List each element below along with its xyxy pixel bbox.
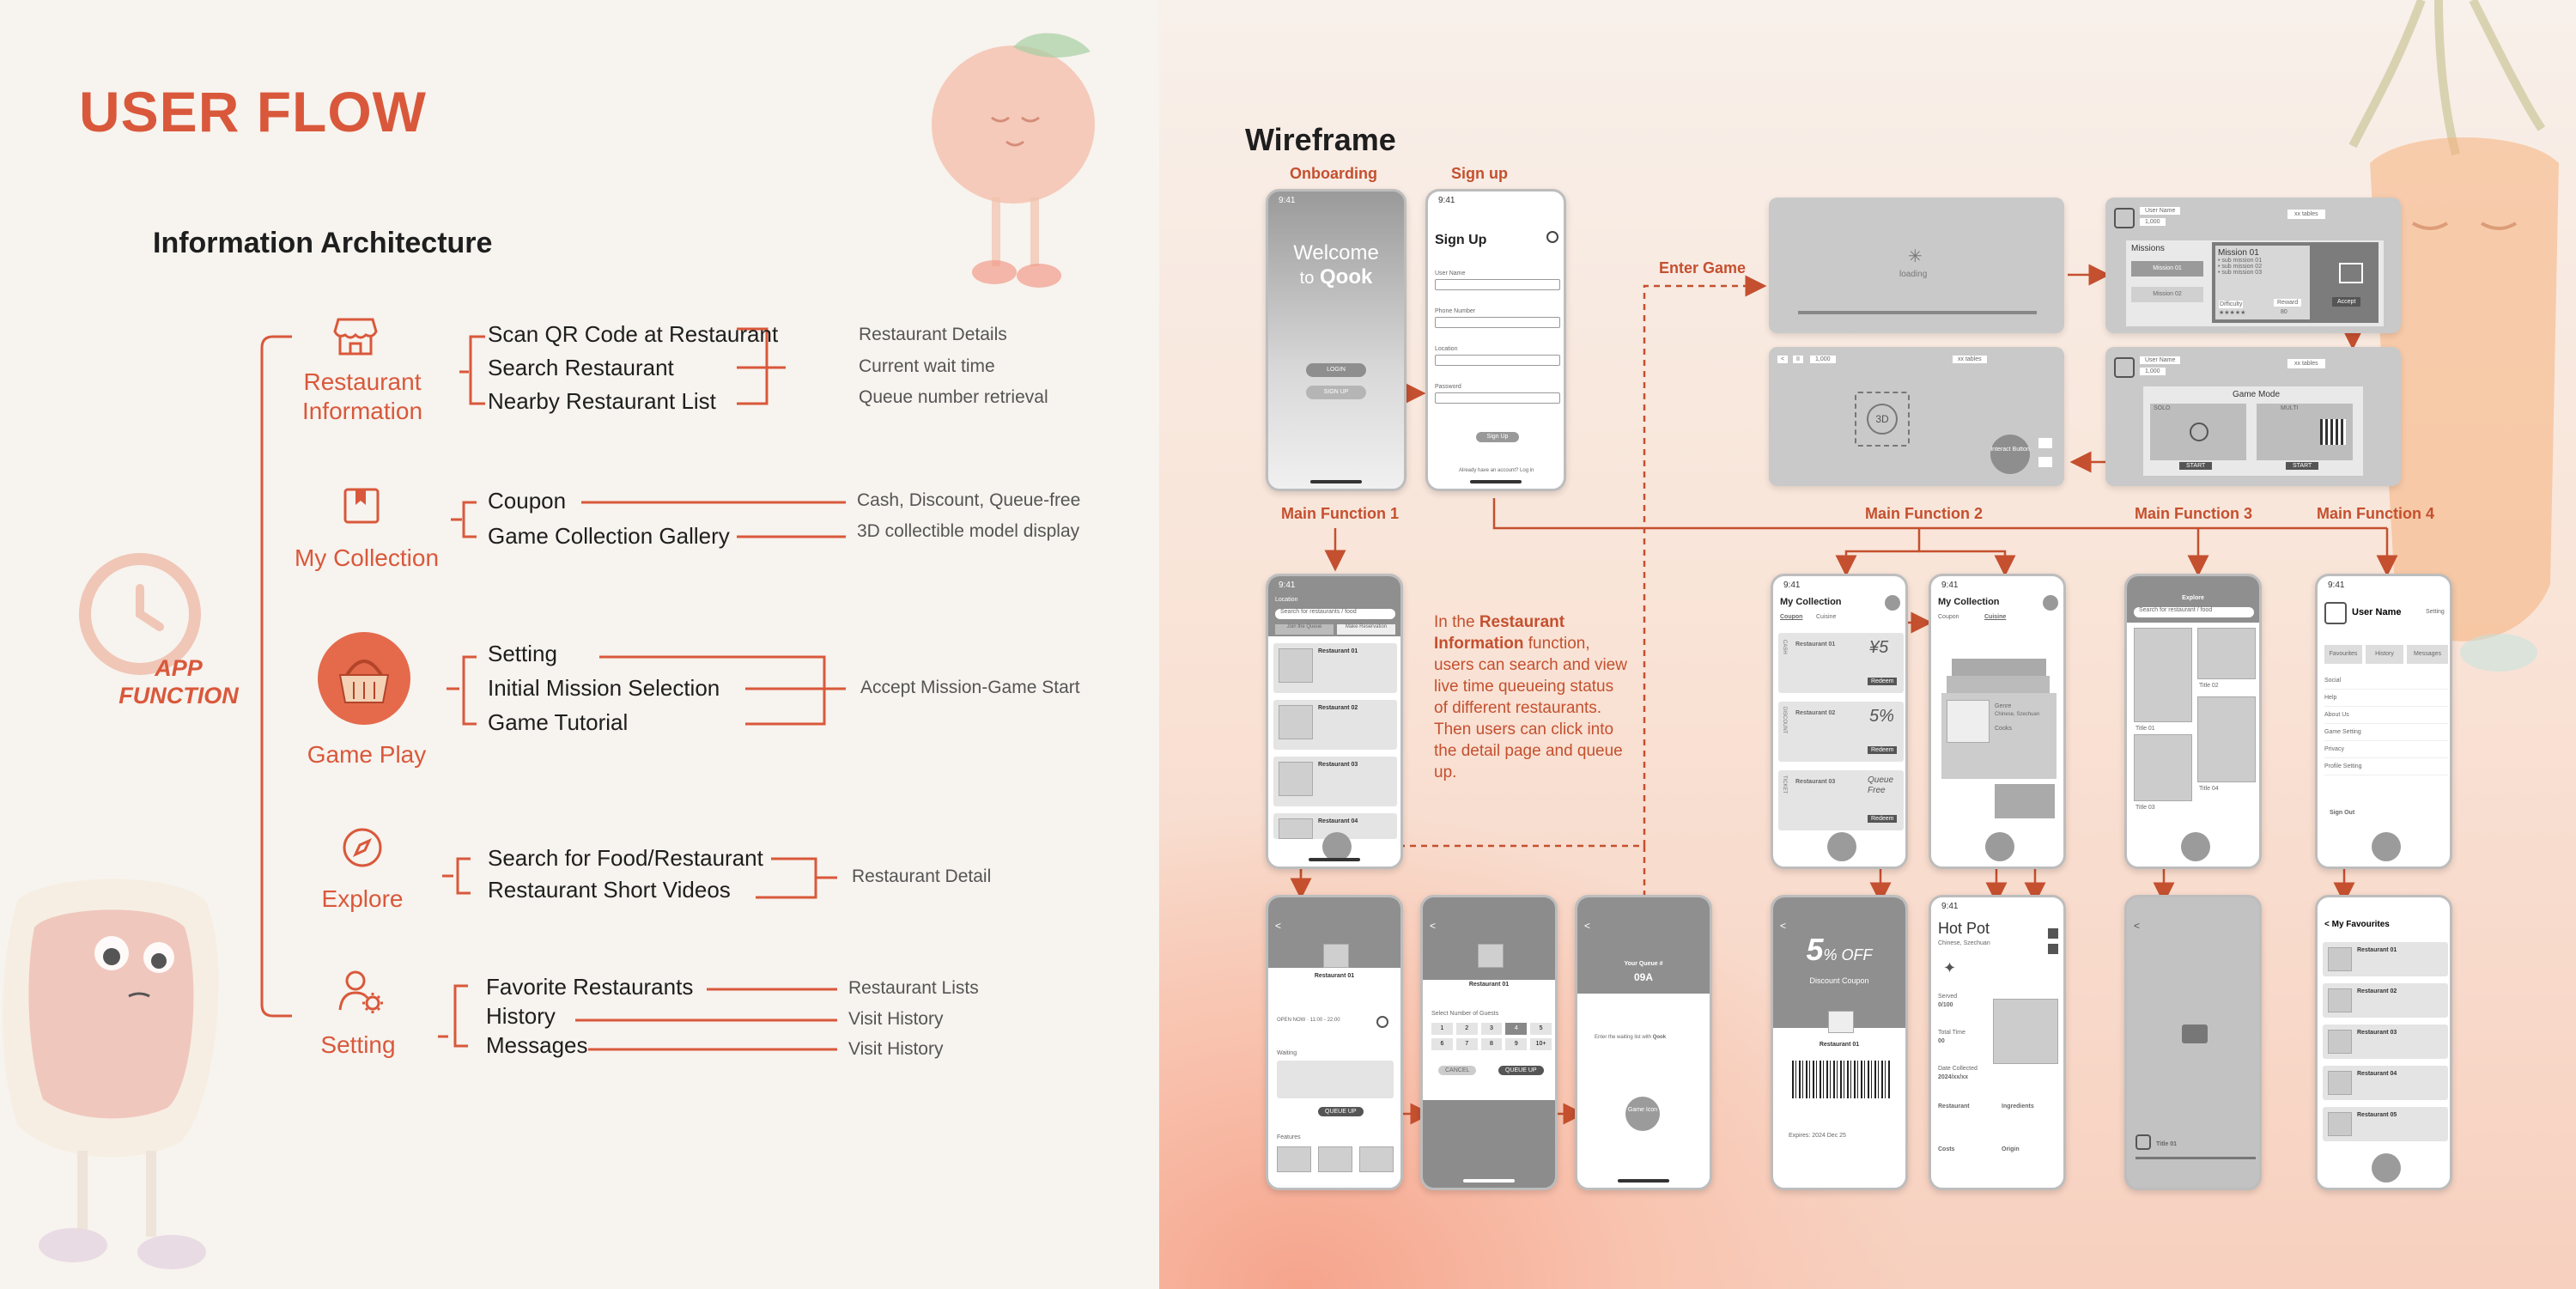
guest-count-button[interactable]: 5 bbox=[1530, 1023, 1552, 1035]
queue-number-screen: < Your Queue # 09A Enter the waiting list with Qook Game Icon bbox=[1575, 895, 1712, 1190]
loading-bar bbox=[1798, 311, 2037, 314]
guest-count-button[interactable]: 8 bbox=[1481, 1038, 1503, 1050]
ia-sub: Accept Mission-Game Start bbox=[860, 678, 1080, 697]
label-signup: Sign up bbox=[1451, 165, 1508, 182]
game-mode-screen: User Name 1,000 xx tables Game Mode SOLO MULTI START START bbox=[2105, 347, 2401, 486]
settings-menu-item[interactable]: Social bbox=[2324, 672, 2448, 690]
signup-submit-button[interactable]: Sign Up bbox=[1476, 432, 1519, 442]
my-collection-cuisine-screen: 9:41 My Collection Coupon Cuisine Genre Chinese, Szechuan Cooks bbox=[1929, 574, 2066, 869]
ia-item: Favorite Restaurants bbox=[486, 974, 694, 1000]
welcome-text: Welcome to Qook bbox=[1293, 241, 1379, 289]
avatar-icon bbox=[2114, 208, 2135, 228]
interact-button[interactable]: Interact Button bbox=[1990, 435, 2030, 474]
label-onboarding: Onboarding bbox=[1290, 165, 1377, 182]
list-item[interactable] bbox=[2323, 983, 2448, 1018]
list-item[interactable]: Restaurant 03 bbox=[1318, 762, 1358, 768]
explore-screen: Explore Search for restaurant / food Title 02 Title 01 Title 04 Title 03 bbox=[2124, 574, 2262, 869]
guest-count-grid[interactable] bbox=[1431, 1023, 1552, 1050]
guest-count-button[interactable]: 6 bbox=[1431, 1038, 1453, 1050]
bookmark-icon[interactable] bbox=[2048, 928, 2058, 939]
multi-start-button[interactable]: START bbox=[2286, 462, 2318, 470]
avatar-icon bbox=[2136, 1134, 2151, 1150]
settings-menu bbox=[2324, 672, 2448, 775]
ia-item: Restaurant Short Videos bbox=[488, 877, 731, 903]
game-missions-screen: User Name 1,000 xx tables Missions Mission 01 Mission 02 Mission 01 • sub mission 01 • sub mission 02 • sub mission 03 Difficulty ★★★★★ Reward 80 Accept bbox=[2105, 198, 2401, 333]
category-restaurant-information: Restaurant Information bbox=[301, 368, 423, 424]
ia-sub: 3D collectible model display bbox=[857, 521, 1080, 541]
image-placeholder-icon bbox=[2328, 1071, 2352, 1095]
game-center-button[interactable] bbox=[1322, 832, 1352, 861]
sign-out-link[interactable]: Sign Out bbox=[2330, 810, 2355, 816]
tab-coupon[interactable]: Coupon bbox=[1938, 614, 1959, 620]
user-flow-panel bbox=[0, 0, 1159, 1289]
tab-cuisine[interactable]: Cuisine bbox=[1984, 614, 2007, 620]
guest-count-button[interactable]: 2 bbox=[1456, 1023, 1478, 1035]
game-icon-button[interactable]: Game Icon bbox=[1625, 1097, 1660, 1131]
game-loading-screen: ✳ loading bbox=[1769, 198, 2064, 333]
guest-count-button[interactable]: 10+ bbox=[1530, 1038, 1552, 1050]
ia-item: Game Collection Gallery bbox=[488, 523, 730, 549]
restaurant-info-description: In the Restaurant Information function, users can search and view live time queueing status of different restaurants. Then users can click into the detail page and queue up. bbox=[1434, 613, 1627, 781]
label-main-function-1: Main Function 1 bbox=[1281, 505, 1399, 522]
solo-start-button[interactable]: START bbox=[2179, 462, 2212, 470]
select-guests-screen: < Restaurant 01 Select Number of Guests 1 2 3 4 5 6 7 8 9 10+ CANCEL QUEUE UP bbox=[1420, 895, 1558, 1190]
settings-menu-item[interactable]: Privacy bbox=[2324, 741, 2448, 758]
share-icon[interactable] bbox=[2048, 944, 2058, 954]
guest-count-button[interactable]: 7 bbox=[1456, 1038, 1478, 1050]
wireframe-title: Wireframe bbox=[1245, 122, 1396, 157]
list-item-label: Restaurant 03 bbox=[2357, 1030, 2397, 1036]
hot-pot-detail-screen: 9:41 Hot Pot Chinese, Szechuan ✦ Served 0/100 Total Time 00 Date Collected 2024/xx/xx Restaurant Ingredients Costs Origin bbox=[1929, 895, 2066, 1190]
label-enter-game: Enter Game bbox=[1659, 259, 1747, 277]
bookmark-icon bbox=[342, 486, 381, 526]
list-item[interactable]: Restaurant 04 bbox=[1318, 818, 1358, 824]
list-item[interactable]: Restaurant 01 bbox=[1318, 648, 1358, 654]
game-center-button[interactable] bbox=[1827, 832, 1856, 861]
setting-link[interactable]: Setting bbox=[2426, 609, 2445, 615]
sparkle-icon: ✦ bbox=[1943, 959, 1957, 976]
guest-count-button[interactable]: 9 bbox=[1505, 1038, 1527, 1050]
tab-join-queue[interactable]: Join the Queue bbox=[1275, 624, 1334, 635]
ia-title: Information Architecture bbox=[153, 227, 493, 259]
app-function-label: APP FUNCTION bbox=[118, 655, 239, 708]
ia-sub: Restaurant Lists bbox=[848, 978, 979, 998]
discount-coupon-screen: < 5% OFF Discount Coupon Restaurant 01 Expires: 2024 Dec 25 bbox=[1771, 895, 1908, 1190]
cuisine-title: Hot Pot bbox=[1938, 920, 1990, 937]
username-field[interactable] bbox=[1435, 279, 1560, 290]
ia-item: Game Tutorial bbox=[488, 709, 629, 735]
back-icon[interactable]: < bbox=[2134, 920, 2141, 932]
search-input[interactable]: Search for restaurant / food bbox=[2134, 607, 2254, 617]
short-video-screen: < Title 01 bbox=[2124, 895, 2262, 1190]
avatar-icon bbox=[2324, 602, 2347, 624]
login-link[interactable]: Already have an account? Log in bbox=[1459, 468, 1534, 473]
cancel-button[interactable]: CANCEL bbox=[1438, 1066, 1476, 1075]
game-center-button[interactable] bbox=[2181, 832, 2210, 861]
accept-button[interactable]: Accept bbox=[2332, 297, 2360, 307]
video-progress-bar[interactable] bbox=[2136, 1157, 2256, 1159]
ia-item: Initial Mission Selection bbox=[488, 675, 720, 701]
category-explore: Explore bbox=[321, 885, 404, 912]
3d-model-icon: 3D bbox=[1867, 404, 1898, 435]
phone-field[interactable] bbox=[1435, 317, 1560, 328]
pause-icon[interactable]: II bbox=[1793, 356, 1803, 363]
redeem-button[interactable]: Redeem bbox=[1868, 678, 1897, 685]
back-icon[interactable]: < bbox=[1780, 920, 1787, 932]
list-item[interactable] bbox=[2323, 1107, 2448, 1141]
redeem-button[interactable]: Redeem bbox=[1868, 746, 1897, 754]
basket-icon bbox=[316, 630, 412, 727]
list-item-label: Restaurant 04 bbox=[2357, 1071, 2397, 1077]
tab-coupon[interactable]: Coupon bbox=[1780, 614, 1803, 620]
login-button[interactable]: LOGIN bbox=[1306, 363, 1366, 377]
ia-item: Setting bbox=[488, 641, 557, 666]
back-icon[interactable]: < bbox=[1430, 920, 1437, 932]
ia-sub: Visit History bbox=[848, 1009, 944, 1029]
qr-code-icon bbox=[2320, 419, 2346, 445]
tab-messages[interactable]: Messages bbox=[2407, 645, 2448, 664]
signup-screen: 9:41 Sign Up User Name Phone Number Location Password Sign Up Already have an account? Log in bbox=[1425, 189, 1566, 491]
label-main-function-3: Main Function 3 bbox=[2135, 505, 2252, 522]
restaurant-list-screen: 9:41 Location Search for restaurants / food Join the Queue Make Reservation Restaurant 01 Restaurant 02 Restaurant 03 Restaurant 04 bbox=[1266, 574, 1403, 869]
list-item[interactable] bbox=[2323, 1066, 2448, 1100]
page-title: USER FLOW bbox=[79, 80, 427, 143]
favourites-list bbox=[2323, 942, 2448, 1148]
category-my-collection: My Collection bbox=[294, 544, 440, 571]
favourites-screen bbox=[2315, 895, 2452, 1190]
list-item-label: Restaurant 02 bbox=[2357, 988, 2397, 994]
search-input[interactable]: Search for restaurants / food bbox=[1275, 609, 1395, 619]
ia-sub: Visit History bbox=[848, 1039, 944, 1059]
queue-number: 09A bbox=[1633, 971, 1653, 983]
tab-favourites[interactable]: Favourites bbox=[2324, 645, 2362, 664]
store-icon bbox=[333, 316, 378, 357]
mission-01-tab[interactable]: Mission 01 bbox=[2131, 261, 2203, 277]
list-item[interactable] bbox=[2323, 942, 2448, 976]
phone-icon[interactable] bbox=[1376, 1016, 1388, 1028]
onboarding-screen: 9:41 Welcome to Qook LOGIN SIGN UP bbox=[1266, 189, 1406, 491]
list-item-label: Restaurant 01 bbox=[2357, 947, 2397, 953]
avatar-icon[interactable] bbox=[2043, 595, 2058, 611]
ia-connectors bbox=[0, 0, 1159, 1289]
tab-history[interactable]: History bbox=[2366, 645, 2403, 664]
signup-button[interactable]: SIGN UP bbox=[1306, 386, 1366, 399]
game-center-button[interactable] bbox=[1985, 832, 2014, 861]
list-item[interactable] bbox=[2323, 1025, 2448, 1059]
barcode-icon bbox=[1792, 1061, 1892, 1098]
favourites-title: < My Favourites bbox=[2324, 920, 2390, 929]
compass-icon bbox=[341, 826, 384, 869]
redeem-button[interactable]: Redeem bbox=[1868, 815, 1897, 823]
video-camera-icon bbox=[2182, 1025, 2208, 1043]
game-center-button[interactable] bbox=[2372, 832, 2401, 861]
list-item-label: Restaurant 05 bbox=[2357, 1112, 2397, 1118]
queue-up-button[interactable]: QUEUE UP bbox=[1318, 1107, 1364, 1116]
ia-sub: Current wait time bbox=[859, 356, 995, 376]
ia-item: History bbox=[486, 1003, 556, 1029]
my-collection-coupon-screen: 9:41 My Collection Coupon Cuisine CASH Restaurant 01 ¥5 Redeem DISCOUNT Restaurant 02 5% Redeem TICKET Restaurant 03 Queue Free Redeem bbox=[1771, 574, 1908, 869]
ia-sub: Queue number retrieval bbox=[859, 387, 1048, 407]
wireframe-panel bbox=[1159, 0, 2576, 1289]
list-item[interactable]: Restaurant 02 bbox=[1318, 705, 1358, 711]
category-game-play: Game Play bbox=[307, 741, 427, 768]
ia-item: Coupon bbox=[488, 488, 567, 514]
ia-item: Nearby Restaurant List bbox=[488, 388, 716, 414]
image-placeholder-icon bbox=[2328, 1112, 2352, 1136]
label-main-function-4: Main Function 4 bbox=[2317, 505, 2434, 522]
tab-cuisine[interactable]: Cuisine bbox=[1816, 614, 1837, 620]
signup-title: Sign Up bbox=[1435, 233, 1487, 247]
back-icon[interactable]: < bbox=[1275, 920, 1282, 932]
game-center-button[interactable] bbox=[2372, 1153, 2401, 1183]
settings-menu-item[interactable]: Profile Setting bbox=[2324, 758, 2448, 775]
ia-sub: Cash, Discount, Queue-free bbox=[857, 490, 1081, 510]
mission-02-tab[interactable]: Mission 02 bbox=[2131, 287, 2203, 302]
tab-make-reservation[interactable]: Make Reservation bbox=[1337, 624, 1395, 635]
guest-count-button[interactable]: 3 bbox=[1481, 1023, 1503, 1035]
solo-icon bbox=[2190, 423, 2208, 441]
avatar-icon[interactable] bbox=[1885, 595, 1900, 611]
ia-item: Search Restaurant bbox=[488, 355, 674, 380]
ia-sub: Restaurant Detail bbox=[852, 866, 992, 886]
image-placeholder-icon bbox=[2328, 1030, 2352, 1054]
image-placeholder-icon bbox=[2328, 947, 2352, 971]
location-field[interactable] bbox=[1435, 355, 1560, 366]
discount-value: 5% OFF bbox=[1806, 932, 1873, 967]
settings-menu-item[interactable]: Help bbox=[2324, 690, 2448, 707]
back-icon[interactable]: < bbox=[1777, 356, 1788, 363]
game-play-screen: < II 1,000 xx tables 3D Interact Button bbox=[1769, 347, 2064, 486]
avatar-icon bbox=[2114, 357, 2135, 378]
restaurant-detail-screen: < Restaurant 01 OPEN NOW · 11:00 - 22:00 Waiting QUEUE UP Features bbox=[1266, 895, 1403, 1190]
ia-item: Search for Food/Restaurant bbox=[488, 845, 763, 871]
user-gear-icon bbox=[337, 969, 386, 1017]
password-field[interactable] bbox=[1435, 392, 1560, 404]
help-icon[interactable] bbox=[1546, 231, 1558, 243]
back-icon[interactable]: < bbox=[1584, 920, 1591, 932]
image-placeholder-icon bbox=[2339, 263, 2363, 283]
label-main-function-2: Main Function 2 bbox=[1865, 505, 1983, 522]
category-setting: Setting bbox=[320, 1031, 396, 1058]
ia-item: Messages bbox=[486, 1032, 588, 1058]
loading-spinner-icon: ✳ bbox=[1908, 247, 1923, 266]
guest-count-button[interactable]: 1 bbox=[1431, 1023, 1453, 1035]
ia-sub: Restaurant Details bbox=[859, 325, 1007, 344]
ia-item: Scan QR Code at Restaurant bbox=[488, 321, 779, 347]
profile-settings-screen: 9:41 User Name Setting Favourites History Messages Social Help About Us Game Setting Privacy Profile Setting Sign Out bbox=[2315, 574, 2452, 869]
settings-menu-item[interactable]: Game Setting bbox=[2324, 724, 2448, 741]
guest-count-button[interactable]: 4 bbox=[1505, 1023, 1527, 1035]
queue-up-confirm-button[interactable]: QUEUE UP bbox=[1498, 1066, 1544, 1075]
image-placeholder-icon bbox=[2328, 988, 2352, 1012]
settings-menu-item[interactable]: About Us bbox=[2324, 707, 2448, 724]
